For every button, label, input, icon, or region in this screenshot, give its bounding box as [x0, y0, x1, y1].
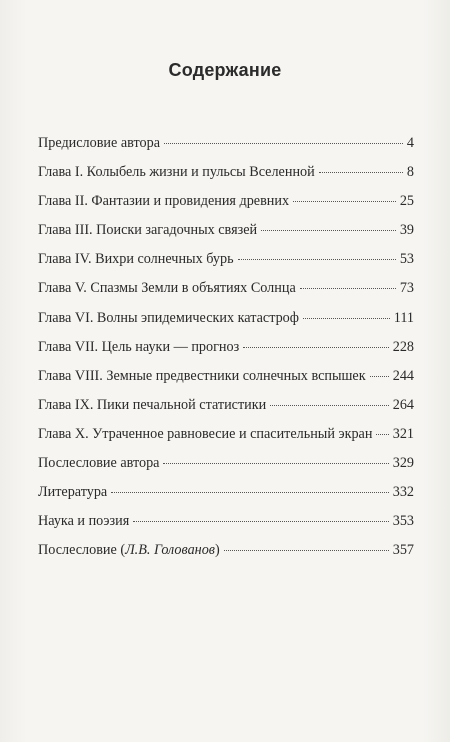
dot-leader [293, 201, 396, 202]
dot-leader [163, 463, 388, 464]
toc-entry [38, 191, 414, 220]
dot-leader [319, 172, 403, 173]
dot-leader [238, 259, 396, 260]
toc-entry-title: Предисловие автора [38, 135, 161, 151]
toc-entry-title-text: Послесловие ( [38, 542, 126, 559]
toc-entry [38, 366, 414, 395]
toc-entry-title: Послесловие автора [38, 455, 160, 472]
toc-entry-title: Литература [38, 484, 108, 501]
toc-entry [38, 220, 414, 249]
toc-entry-page: 321 [392, 425, 414, 442]
toc-entry-title: Глава II. Фантазии и провидения древних [38, 193, 290, 210]
dot-leader [370, 376, 389, 377]
toc-entry-author: Л.В. Голованов [125, 542, 215, 559]
toc-entry [38, 249, 414, 278]
toc-entry-title: Глава IV. Вихри солнечных бурь [38, 251, 234, 268]
toc-entry [38, 337, 414, 366]
toc-entry-page: 111 [393, 309, 414, 326]
toc-entry [38, 278, 414, 307]
toc-entry [38, 453, 414, 482]
toc-entry-page: 73 [399, 280, 414, 297]
toc-entry [38, 511, 414, 540]
dot-leader [270, 405, 388, 406]
page-title: Содержание [168, 60, 282, 80]
toc-entry [38, 395, 414, 424]
toc-entry-title: Наука и поэзия [38, 513, 130, 530]
toc-entry-page: 25 [399, 193, 414, 210]
toc-entry [38, 482, 414, 511]
toc-entry-page: 8 [406, 164, 414, 181]
toc-entry [38, 308, 414, 337]
toc-entry-title: Глава X. Утраченное равновесие и спасительный экран [38, 425, 373, 442]
toc-entry-page: 4 [406, 135, 414, 151]
toc-entry-page: 329 [392, 455, 414, 472]
toc-entry [38, 424, 414, 453]
dot-leader [164, 143, 403, 144]
toc-entry-page: 332 [392, 484, 414, 501]
dot-leader [243, 347, 389, 348]
toc-entry-title-suffix: ) [214, 542, 220, 559]
toc-entry-title: Глава VII. Цель науки — прогноз [38, 338, 240, 355]
toc-entry-page: 53 [399, 251, 414, 268]
dot-leader [300, 288, 396, 289]
toc-entry-title: Глава I. Колыбель жизни и пульсы Вселенной [38, 164, 315, 181]
toc-entry-title: Глава V. Спазмы Земли в объятиях Солнца [38, 280, 296, 297]
toc-entry-title: Глава IX. Пики печальной статистики [38, 396, 267, 413]
toc-entry [38, 540, 414, 569]
table-of-contents [38, 133, 414, 569]
toc-entry-page: 264 [392, 396, 414, 413]
toc-entry-title: Глава VI. Волны эпидемических катастроф [38, 309, 299, 326]
toc-entry-title: Глава VIII. Земные предвестники солнечных вспышек [38, 367, 366, 384]
dot-leader [261, 230, 396, 231]
toc-entry-page: 244 [392, 367, 414, 384]
toc-entry-page: 228 [392, 338, 414, 355]
dot-leader [111, 492, 388, 493]
toc-entry-page: 353 [392, 513, 414, 530]
toc-entry-title: Глава III. Поиски загадочных связей [38, 222, 258, 239]
toc-entry [38, 133, 414, 162]
dot-leader [376, 434, 388, 435]
dot-leader [224, 550, 389, 551]
toc-entry-title [38, 540, 220, 560]
dot-leader [133, 521, 388, 522]
toc-entry [38, 162, 414, 191]
dot-leader [303, 318, 390, 319]
toc-entry-page: 357 [392, 542, 414, 559]
toc-entry-page: 39 [399, 222, 414, 239]
